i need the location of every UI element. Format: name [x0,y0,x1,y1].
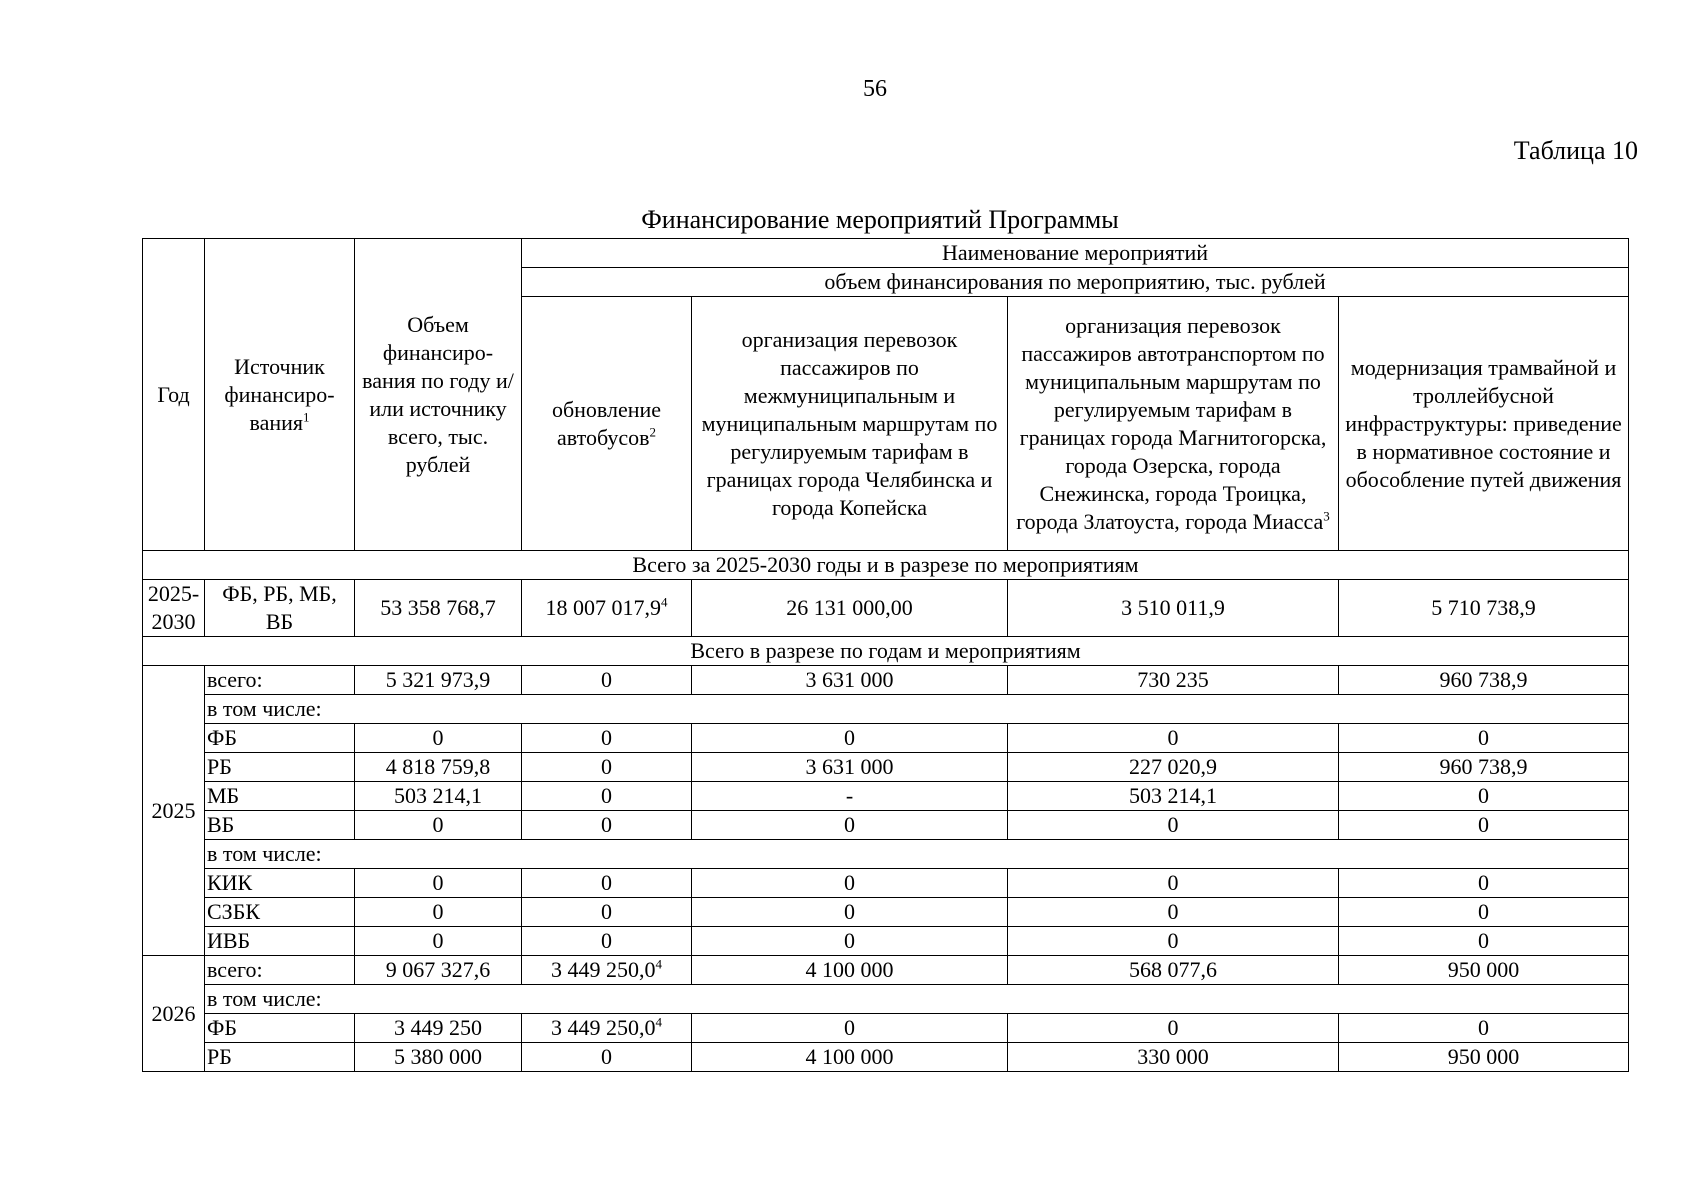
header-source: Источник финансиро-вания$^1$ [205,239,355,551]
table-row [143,782,1629,811]
table-row [143,1043,1629,1072]
row-c1: 0 [522,811,692,840]
row-label: в том числе: [205,695,1629,724]
header-col-bus-renewal: обновление автобусов$^2$ [522,297,692,551]
row-c4: 0 [1339,782,1629,811]
row-c4: 950 000 [1339,956,1629,985]
total-c3: 3 510 011,9 [1008,580,1339,637]
row-c1: 0 [522,927,692,956]
total-source: ФБ, РБ, МБ, ВБ [205,580,355,637]
financing-table [142,238,1629,1072]
header-col-chelyabinsk: организация перевозок пассажиров по межмуниципальным и муниципальным маршрутам по регулируемым тарифам в границах города Челябинска и города Копейска [692,297,1008,551]
row-volume: 0 [355,811,522,840]
row-label: ФБ [205,1014,355,1043]
row-c2: 0 [692,811,1008,840]
row-c4: 0 [1339,811,1629,840]
row-c3: 568 077,6 [1008,956,1339,985]
row-volume: 9 067 327,6 [355,956,522,985]
header-volume: Объем финансиро-вания по году и/или источнику всего, тыс. рублей [355,239,522,551]
table-row [143,985,1629,1014]
year-2026: 2026 [143,956,205,1072]
row-c3: 330 000 [1008,1043,1339,1072]
table-row [143,1014,1629,1043]
year-2025: 2025 [143,666,205,956]
row-c3: 0 [1008,927,1339,956]
row-c1: 0 [522,724,692,753]
header-year: Год [143,239,205,551]
row-volume: 503 214,1 [355,782,522,811]
section-total-label: Всего за 2025-2030 годы и в разрезе по мероприятиям [143,551,1629,580]
row-c1: 0 [522,869,692,898]
page-number: 56 [863,76,887,102]
row-c1: 0 [522,1043,692,1072]
row-c4: 960 738,9 [1339,666,1629,695]
total-c4: 5 710 738,9 [1339,580,1629,637]
header-col-magnitogorsk: организация перевозок пассажиров автотранспортом по муниципальным маршрутам по регулируемым тарифам в границах города Магнитогорска, города Озерска, города Снежинска, города Троицка, города Златоуста, города Миасса$^3$ [1008,297,1339,551]
row-c4: 0 [1339,927,1629,956]
row-c2: 4 100 000 [692,1043,1008,1072]
row-label: МБ [205,782,355,811]
total-c2: 26 131 000,00 [692,580,1008,637]
row-c4: 0 [1339,869,1629,898]
row-c1: 3 449 250,0$^4$ [522,956,692,985]
row-label: всего: [205,666,355,695]
row-c2: - [692,782,1008,811]
row-volume: 0 [355,898,522,927]
row-c3: 0 [1008,898,1339,927]
table-row [143,666,1629,695]
row-c3: 227 020,9 [1008,753,1339,782]
row-c2: 0 [692,927,1008,956]
table-row [143,695,1629,724]
row-c2: 4 100 000 [692,956,1008,985]
row-c2: 0 [692,724,1008,753]
table-row [143,811,1629,840]
row-label: ФБ [205,724,355,753]
row-c2: 3 631 000 [692,666,1008,695]
row-c3: 0 [1008,811,1339,840]
table-title: Финансирование мероприятий Программы [641,205,1119,234]
total-row [143,580,1629,637]
row-c3: 0 [1008,1014,1339,1043]
row-label: в том числе: [205,840,1629,869]
row-c4: 0 [1339,898,1629,927]
row-c2: 0 [692,869,1008,898]
row-c2: 0 [692,1014,1008,1043]
row-label: в том числе: [205,985,1629,1014]
row-c3: 730 235 [1008,666,1339,695]
row-volume: 0 [355,927,522,956]
row-label: СЗБК [205,898,355,927]
header-events-volume: объем финансирования по мероприятию, тыс. рублей [522,268,1629,297]
row-label: ИВБ [205,927,355,956]
row-volume: 5 321 973,9 [355,666,522,695]
total-c1: 18 007 017,9$^4$ [522,580,692,637]
table-row [143,724,1629,753]
row-c1: 0 [522,753,692,782]
row-c3: 503 214,1 [1008,782,1339,811]
row-c4: 960 738,9 [1339,753,1629,782]
row-c1: 0 [522,666,692,695]
row-label: всего: [205,956,355,985]
row-volume: 5 380 000 [355,1043,522,1072]
row-c2: 0 [692,898,1008,927]
table-row [143,927,1629,956]
section-years-label: Всего в разрезе по годам и мероприятиям [143,637,1629,666]
row-label: КИК [205,869,355,898]
total-year: 2025-2030 [143,580,205,637]
row-volume: 3 449 250 [355,1014,522,1043]
row-label: ВБ [205,811,355,840]
row-c4: 0 [1339,1014,1629,1043]
row-volume: 0 [355,869,522,898]
row-c2: 3 631 000 [692,753,1008,782]
header-col-tram-trolleybus: модернизация трамвайной и троллейбусной инфраструктуры: приведение в нормативное состояние и обособление путей движения [1339,297,1629,551]
row-volume: 4 818 759,8 [355,753,522,782]
table-row [143,840,1629,869]
table-row [143,753,1629,782]
table-row [143,956,1629,985]
row-c1: 3 449 250,0$^4$ [522,1014,692,1043]
row-c3: 0 [1008,724,1339,753]
table-row [143,898,1629,927]
row-c4: 0 [1339,724,1629,753]
header-events-name: Наименование мероприятий [522,239,1629,268]
row-c1: 0 [522,898,692,927]
row-volume: 0 [355,724,522,753]
row-c3: 0 [1008,869,1339,898]
row-label: РБ [205,1043,355,1072]
row-c4: 950 000 [1339,1043,1629,1072]
table-label: Таблица 10 [1513,136,1638,165]
row-label: РБ [205,753,355,782]
row-c1: 0 [522,782,692,811]
table-row [143,869,1629,898]
total-volume: 53 358 768,7 [355,580,522,637]
